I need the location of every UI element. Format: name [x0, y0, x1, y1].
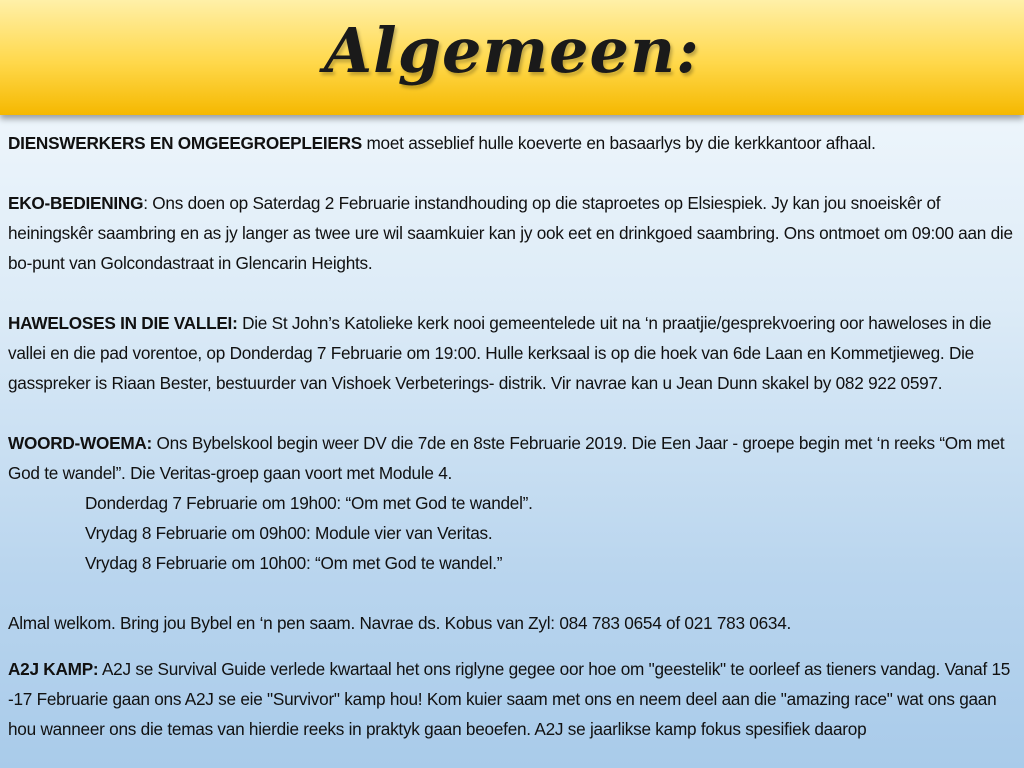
announcement-heading: DIENSWERKERS EN OMGEEGROEPLEIERS	[8, 133, 362, 153]
announcement-haweloses	[8, 308, 1016, 398]
announcement-text: Die St John’s Katolieke kerk nooi gemeentelede uit na ‘n praatjie/gesprekvoering oor haweloses in die vallei en die pad vorentoe, op Donderdag 7 Februarie om 19:00. Hulle kerksaal is op die hoek van 6de Laan en Kommetjieweg. Die gasspreker is Riaan Bester, bestuurder van Vishoek Verbeterings- distrik. Vir navrae kan u Jean Dunn skakel by 082 922 0597.	[8, 313, 992, 393]
announcement-eko	[8, 188, 1016, 278]
title-banner	[0, 0, 1024, 115]
announcement-text: : Ons doen op Saterdag 2 Februarie instandhouding op die staproetes op Elsiespiek. Jy kan jou snoeiskêr of heiningskêr saambring en as jy langer as twee ure wil saamkuier kan jy ook eet en drinkgoed saambring. Ons ontmoet om 09:00 aan die bo-punt van Golcondastraat in Glencarin Heights.	[8, 193, 1013, 273]
announcement-woord-closing: Almal welkom. Bring jou Bybel en ‘n pen saam. Navrae ds. Kobus van Zyl: 084 783 0654 of 021 783 0634.	[8, 613, 792, 633]
announcement-text: A2J se Survival Guide verlede kwartaal het ons riglyne gegee oor hoe om "geestelik" te oorleef as tieners vandag. Vanaf 15 -17 Februarie gaan ons A2J se eie "Survivor" kamp hou! Kom kuier saam met ons en neem deel aan die "amazing race" wat ons gaan hou wanneer ons die temas van hierdie reeks in praktyk gaan beoefen. A2J se jaarlikse kamp fokus spesifiek daarop	[8, 659, 1011, 739]
announcement-woord	[8, 428, 1016, 488]
schedule-item: Vrydag 8 Februarie om 09h00: Module vier van Veritas.	[85, 523, 493, 543]
announcement-heading: A2J KAMP:	[8, 659, 99, 679]
announcements	[8, 128, 1016, 744]
announcement-heading: WOORD-WOEMA:	[8, 433, 153, 453]
announcement-dienswerkers	[8, 128, 1016, 158]
announcement-heading: EKO-BEDIENING	[8, 193, 144, 213]
announcement-heading: HAWELOSES IN DIE VALLEI:	[8, 313, 238, 333]
announcement-a2j	[8, 654, 1016, 744]
announcement-text: moet asseblief hulle koeverte en basaarlys by die kerkkantoor afhaal.	[361, 133, 876, 153]
schedule-item: Vrydag 8 Februarie om 10h00: “Om met God te wandel.”	[85, 553, 503, 573]
page-title: Algemeen:	[324, 14, 700, 87]
announcement-text: Ons Bybelskool begin weer DV die 7de en 8ste Februarie 2019. Die Een Jaar - groepe begin met ‘n reeks “Om met God te wandel”. Die Veritas-groep gaan voort met Module 4.	[8, 433, 1005, 483]
schedule-item: Donderdag 7 Februarie om 19h00: “Om met God te wandel”.	[85, 493, 533, 513]
